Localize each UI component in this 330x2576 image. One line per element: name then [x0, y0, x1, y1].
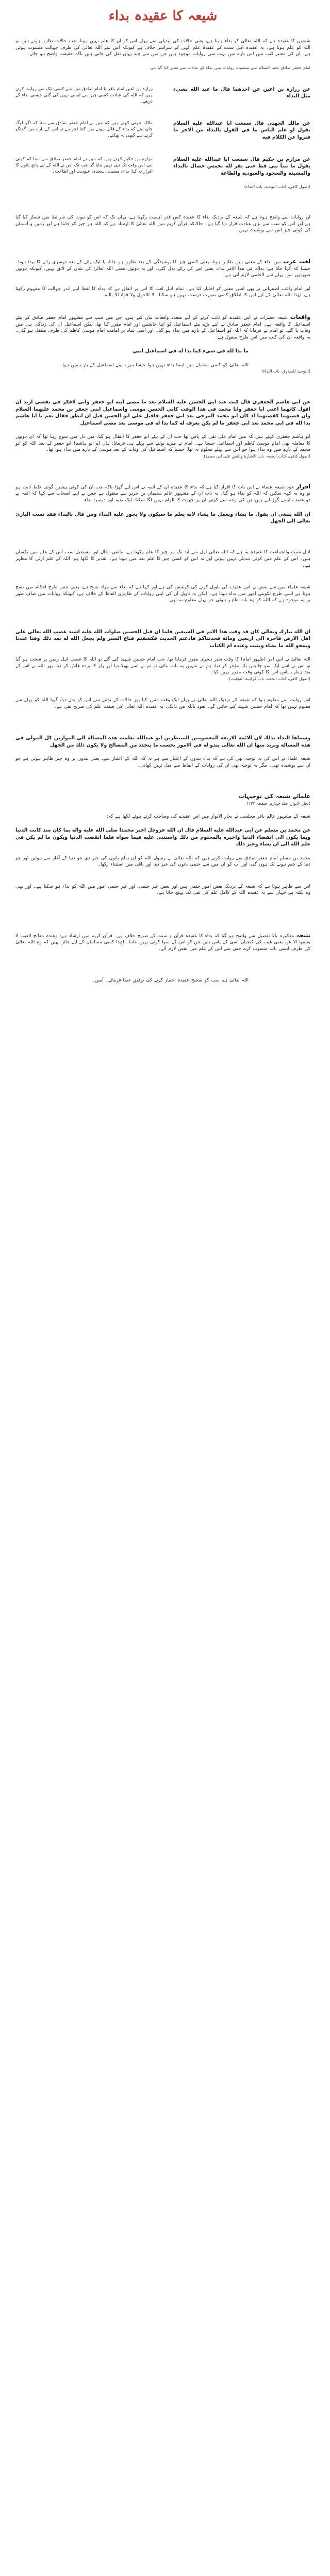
natija-section [15, 933, 310, 953]
narration-3 [15, 156, 310, 177]
natija-text: مذکورہ بالا تفصیل سے واضح ہو گیا کہ بداء کا عقیدہ قرآن و سنت کے صریح خلاف ہے۔ قرآن کریم میں ارشاد ہے: وعندہ مفاتح الغیب لا یعلمھا الا ھو، یعنی غیب کی کنجیاں اسی کے پاس ہیں جن کو اس کے سوا کوئی نہیں جانتا۔ لہٰذا کسی مسلمان کے لیے جائز نہیں کہ وہ اللہ تعالیٰ کی طرف ایسی بات منسوب کرے جس سے اس کے علم میں نقص لازم آئے۔ [15, 933, 310, 952]
reference-1: (اصول کافی، کتاب التوحید، باب البداء) [244, 184, 310, 190]
intro-paragraph: شیعوں کا عقیدہ ہے کہ اللہ تعالیٰ کو بداء ہوتا ہے، یعنی حالات کی تبدیلی سے پہلے اس کو ان کا علم نہیں ہوتا، جب حالات ظاہر ہوتے ہیں تو اللہ کو علم ہوتا ہے۔ یہ عقیدہ اہل سنت کے عقیدۂ علم الٰہی کے سراسر خلاف ہے کیونکہ اس سے اللہ تعالیٰ کی طرف جہالت منسوب ہوتی ہے۔ ان کی معتبر کتب میں اس بارے میں بہت سی روایات موجود ہیں جن میں سے چند یہاں نقل کی جاتی ہیں تاکہ حقیقت واضح ہو جائے۔ [15, 39, 310, 57]
narration-2-urdu: مالک جہنی کہتے ہیں کہ میں نے امام جعفر صادق سے سنا کہ اگر لوگ جان لیتے کہ بداء کے قائل ہونے میں کتنا اجر ہے تو اس کے بارے میں گفتگو کرنے سے کبھی نہ تھکتے۔ [15, 120, 153, 138]
iqrar-arabic: ان الله ينبغي ان يقول ما يشاء ويعمل ما يشاء لانه يعلم ما سيكون ولا يجوز عليه البداء ومن قال بالبداء فقد نسب البارئ تعالى الى الجهل [15, 511, 310, 524]
alamaat-text-2: اس سے ظاہر ہوتا ہے کہ شیعہ کے نزدیک بعض امور حتمی ہیں اور بعض غیر حتمی، اور غیر حتمی امور میں اللہ کو بداء ہو سکتا ہے۔ اور یہی وہ نکتہ ہے جہاں سے یہ عقیدہ اللہ کے کامل علم کی نفی تک پہنچ جاتا ہے۔ [15, 884, 310, 896]
paragraph-5-arabic: عن ابي هاشم الجعفري قال كنت عند ابي الحسن عليه السلام بعد ما مضى ابنه ابو جعفر واني لافكر في نفسي اريد ان اقول كانهما اعني ابا جعفر وابا محمد في هذا الوقت كابي الحسن موسى واسماعيل ابني جعفر بن محمد عليهما السلام وان قصتهما كقصتهما اذ كان ابو محمد المرجى بعد ابي جعفر فاقبل علي ابو الحسن قبل ان انطق فقال نعم يا ابا هاشم بدا لله في ابي محمد بعد ابي جعفر ما لم يكن يعرف له كما بدا له في موسى بعد مضي اسماعيل [15, 399, 310, 426]
closing-line: اللہ تعالیٰ ہم سب کو صحیح عقیدہ اختیار کرنے کی توفیق عطا فرمائے۔ آمین۔ [92, 977, 249, 983]
alamaat-reference: (بحار الانوار، جلد چہارم، صفحہ ۱۲۳) [246, 801, 310, 806]
iqrar-section [15, 484, 310, 504]
waqiat-text: شیعہ حضرات نے اس عقیدے کو ثابت کرنے کے لیے متعدد واقعات بیان کیے ہیں، جن میں سب سے مشہور امام جعفر صادق کے بیٹے اسماعیل کا واقعہ ہے۔ امام جعفر صادق نے اپنے بڑے بیٹے اسماعیل کو اپنا جانشین اور امام مقرر کیا تھا، لیکن اسماعیل ان کی زندگی ہی میں وفات پا گئے، تو امام نے فرمایا کہ اللہ کو اسماعیل کے بارے میں بداء ہو گیا۔ اور اسی بنیاد پر امامت امام موسیٰ کاظم کی طرف منتقل ہو گئی۔ یہ واقعہ ان کی کتب میں اس طرح منقول ہے: [15, 315, 310, 340]
paragraph-6: اہل سنت والجماعت کا عقیدہ یہ ہے کہ اللہ تعالیٰ ازل سے ابد تک ہر چیز کا علم رکھتا ہے، ماضی، حال اور مستقبل سب اس کے علم میں یکساں ہیں۔ اس کے علم میں کوئی تبدیلی نہیں ہوتی اور نہ اس کو کسی چیز کا علم بعد میں ہوتا ہے۔ تقدیر کا لکھا ہوا اللہ کے علم ازلی کا مظہر ہے۔ [15, 550, 310, 568]
natija-heading: نتیجہ [296, 931, 310, 939]
page-title: شیعہ کا عقیدہ بداء [108, 8, 218, 24]
paragraph-7: شیعہ علماء میں سے بعض نے اس عقیدے کی تاویل کرنے کی کوشش کی ہے اور کہا ہے کہ بداء سے مراد نسخ ہے، یعنی جس طرح احکام میں نسخ ہوتا ہے اسی طرح تکوینی امور میں بداء ہوتا ہے۔ لیکن یہ تاویل ان کی اپنی روایات کے ظاہری الفاظ کے خلاف ہے، کیونکہ روایات میں صاف طور پر یہ موجود ہے کہ اللہ کو وہ بات ظاہر ہوئی جو پہلے معلوم نہ تھی۔ [15, 585, 310, 603]
alamaat-urdu: محمد بن مسلم امام جعفر صادق سے روایت کرتے ہیں کہ اللہ تعالیٰ نے رسول اللہ کو ان تمام باتوں کی خبر دی جو دنیا کے آغاز سے ہوئیں اور جو دنیا کے ختم ہونے تک ہوں گی، اور آپ کو ان میں سے حتمی باتوں کی خبر دی اور باقی میں استثناء رکھا۔ [15, 855, 310, 868]
waqiat-urdu: اللہ تعالیٰ کو کسی معاملے میں ایسا بداء نہیں ہوا جیسا میرے بیٹے اسماعیل کے بارے میں ہوا۔ [59, 362, 249, 368]
lughat-heading: لغت عرب [283, 258, 310, 265]
narration-3-urdu: مرازم بن حکیم کہتے ہیں کہ میں نے امام جعفر صادق سے سنا کہ کوئی نبی اس وقت تک نبی نہیں بنایا گیا جب تک اس نے اللہ کے لیے پانچ باتوں کا اقرار نہ کیا: بداء، مشیت، سجدہ، عبودیت اور اطاعت۔ [15, 157, 153, 174]
iqrar-heading: اقرار [296, 483, 310, 490]
paragraph-10-arabic: وسماها البداء بذلك لان الائمة الاربعة المعصومين المنتظرين ابو عبدالله تعلمت هذه المسالة الى الموازين كل المولى في هذه المسالة ويريد منها ان الله تعالى يبدو له في الامور بحسب ما يتجدد من المصالح ولا يكون ذلك من الجهل [15, 735, 310, 748]
lughat-text: میں بداء کے معنی ہیں ظاہر ہونا، یعنی کسی چیز کا پوشیدگی کے بعد ظاہر ہو جانا، یا ایک رائے کے بعد دوسری رائے کا پیدا ہونا۔ جیسا کہ کہا جاتا ہے: بدالہ فی هذا الامر بداء، یعنی اس کی رائے بدل گئی۔ اور یہ دونوں معنی اللہ تعالیٰ کی شان کے لائق نہیں، کیونکہ دونوں صورتوں میں پہلے سے لاعلمی لازم آتی ہے۔ [15, 260, 310, 278]
narration-1 [15, 86, 310, 105]
narration-1-arabic: عن زرارة بن اعين عن احدهما قال ما عبد الله بشيء مثل البداء [173, 86, 310, 99]
alamaat-arabic: عن محمد بن مسلم عن ابي عبدالله عليه السلام قال ان الله عزوجل اخبر محمدا صلى الله عليه واله بما كان منذ كانت الدنيا وبما يكون الى انقضاء الدنيا واخبره بالمحتوم من ذلك واستثنى عليه فيما سواه فلما انقضت الدنيا ويكون ما لم يكن في علم الله الى ان يشاء وغير ذلك [15, 827, 310, 848]
lughat-text-2: اور امام راغب اصفہانی نے بھی اسی معنی کو اختیار کیا ہے۔ تمام اہل لغت کا اس پر اتفاق ہے کہ بداء کا لفظ اپنے اندر جہالت کا مفہوم رکھتا ہے، لہٰذا اللہ تعالیٰ کے لیے اس کا اطلاق کسی صورت درست نہیں ہو سکتا۔ لا الاحول ولا قوۃ الا باللہ۔ [15, 286, 310, 298]
reference-4: (اصول کافی، کتاب الحجہ، باب کراہیۃ التوقیت) [229, 676, 310, 681]
paragraph-10-urdu: شیعہ علماء نے اس کی یہ توجیہ بھی کی ہے کہ بداء بندوں کے اعتبار سے ہے نہ کہ اللہ کے اعتبار سے، یعنی بندوں پر وہ چیز ظاہر ہوتی ہے جو ان سے پوشیدہ تھی۔ مگر یہ توجیہ بھی ان کی روایات کے الفاظ سے میل نہیں کھاتی۔ [15, 756, 310, 768]
alamaat-intro: شیعہ کے مشہور عالم باقر مجلسی نے بحار الانوار میں اس عقیدے کی وضاحت کرتے ہوئے لکھا ہے کہ: [106, 814, 310, 819]
waqiat-heading: واقعات [290, 313, 310, 320]
waqiat-section [15, 314, 310, 341]
narration-2-arabic: عن مالك الجهني قال سمعت ابا عبدالله عليه السلام يقول لو علم الناس ما في القول بالبداء من الاجر ما فتروا عن الكلام فيه [173, 120, 310, 140]
alamaat-heading: علمائے شیعہ کی توجیہات [238, 793, 310, 800]
iqrar-text: خود شیعہ علماء نے اس بات کا اقرار کیا ہے کہ بداء کا عقیدہ ان کے ائمہ نے اس لیے گھڑا تاکہ جب ان کی کوئی پیشین گوئی غلط ثابت ہو تو وہ یہ کہہ سکیں کہ اللہ کو بداء ہو گیا۔ یہ بات ان کے مشہور عالم سلیمان بن جریر سے منقول ہے جس نے اپنے اصحاب سے کہا کہ ائمہ نے دو عقیدے ایسے گھڑ لیے ہیں جن کی وجہ سے کوئی ان پر جھوٹ کا الزام نہیں لگا سکتا: ایک تقیہ اور دوسرا بداء۔ [15, 484, 310, 503]
intro-note: امام جعفر صادق علیہ السلام سے منسوب روایات میں بداء کو عبادت سے تعبیر کیا گیا ہے۔ [148, 65, 310, 70]
lughat-section [15, 259, 310, 279]
narration-1-urdu: زرارہ بن اعین امام باقر یا امام صادق میں سے کسی ایک سے روایت کرتے ہیں کہ اللہ کی عبادت کسی چیز سے ایسی نہیں کی گئی جیسی بداء کے ذریعے۔ [15, 86, 153, 104]
alamaat-section [15, 793, 310, 801]
narration-3-arabic: عن مرازم بن حكيم قال سمعت ابا عبدالله عليه السلام يقول ما تنبأ نبي قط حتى يقر لله بخمس خصال بالبداء والمشيئة والسجود والعبودية والطاعة [173, 157, 310, 176]
paragraph-8-urdu: اللہ تعالیٰ نے اس امر (ظہور امام) کا وقت ستر ہجری مقرر فرمایا تھا، جب امام حسین شہید کیے گئے تو اللہ کا غضب اہل زمین پر سخت ہو گیا تو اس نے اسے ایک سو چالیس تک مؤخر کر دیا، ہم نے تمہیں یہ بات بتائی تو تم نے اسے پھیلا دیا اور راز کا پردہ فاش کر دیا، پھر اللہ نے اس کے بعد ہمارے پاس اس کا کوئی وقت مقرر نہیں کیا۔ [15, 657, 310, 675]
paragraph-5-urdu: ابو ہاشم جعفری کہتے ہیں کہ میں امام علی نقی کے پاس تھا جب ان کے بیٹے ابو جعفر کا انتقال ہو گیا، میں دل میں سوچ رہا تھا کہ ان دونوں کا معاملہ بھی امام موسیٰ کاظم اور اسماعیل جیسا ہے۔ امام نے میرے بولنے سے پہلے ہی فرمایا: ہاں اے ابو ہاشم! ابو جعفر کے بعد اللہ کو ابو محمد کے بارے میں وہ بداء ہوا جو اس سے پہلے معلوم نہ تھا، جیسا کہ اسماعیل کی وفات کے بعد موسیٰ کے بارے میں بداء ہوا تھا۔ [15, 434, 311, 453]
reference-3: (اصول کافی، کتاب الحجہ، باب الاشارۃ والنص علی ابی محمد) [204, 453, 310, 459]
waqiat-arabic: ما بدا لله في شيء كما بدا له في اسماعيل ابني [133, 348, 249, 354]
paragraph-8-arabic: ان الله تبارك وتعالى كان قد وقت هذا الامر في السبعين فلما ان قتل الحسين صلوات الله عليه اشتد غضب الله تعالى على اهل الارض فاخره الى اربعين ومائة فحدثناكم فاذعتم الحديث فكشفتم قناع الستر ولم يجعل الله له بعد ذلك وقتا عندنا ويمحو الله ما يشاء ويثبت وعنده ام الكتاب [15, 629, 310, 649]
narration-2 [15, 120, 310, 141]
paragraph-9: اس روایت سے معلوم ہوا کہ شیعہ کے نزدیک اللہ تعالیٰ نے پہلے ایک وقت مقرر کیا پھر حالات کے بدلنے سے اس کو بدل دیا، گویا اللہ کو پہلے سے معلوم نہیں تھا کہ امام حسین شہید کیے جائیں گے۔ نعوذ باللہ من ذالک۔ یہ عقیدہ اللہ تعالیٰ کی صفت علم کی صریح نفی ہے۔ [15, 697, 310, 709]
reference-2: (التوحید للصدوق، باب البداء) [261, 369, 310, 374]
paragraph-4: ان روایات سے واضح ہوتا ہے کہ شیعہ کے نزدیک بداء کا عقیدہ کس قدر اہمیت رکھتا ہے، یہاں تک کہ اس کو نبوت کی شرائط میں شمار کیا گیا ہے اور اس کو سب سے بڑی عبادت قرار دیا گیا ہے۔ حالانکہ قرآن کریم میں اللہ تعالیٰ کا ارشاد ہے کہ اللہ ہر چیز کو جانتا ہے اور زمین و آسمان کی کوئی چیز اس سے پوشیدہ نہیں۔ [15, 215, 310, 233]
